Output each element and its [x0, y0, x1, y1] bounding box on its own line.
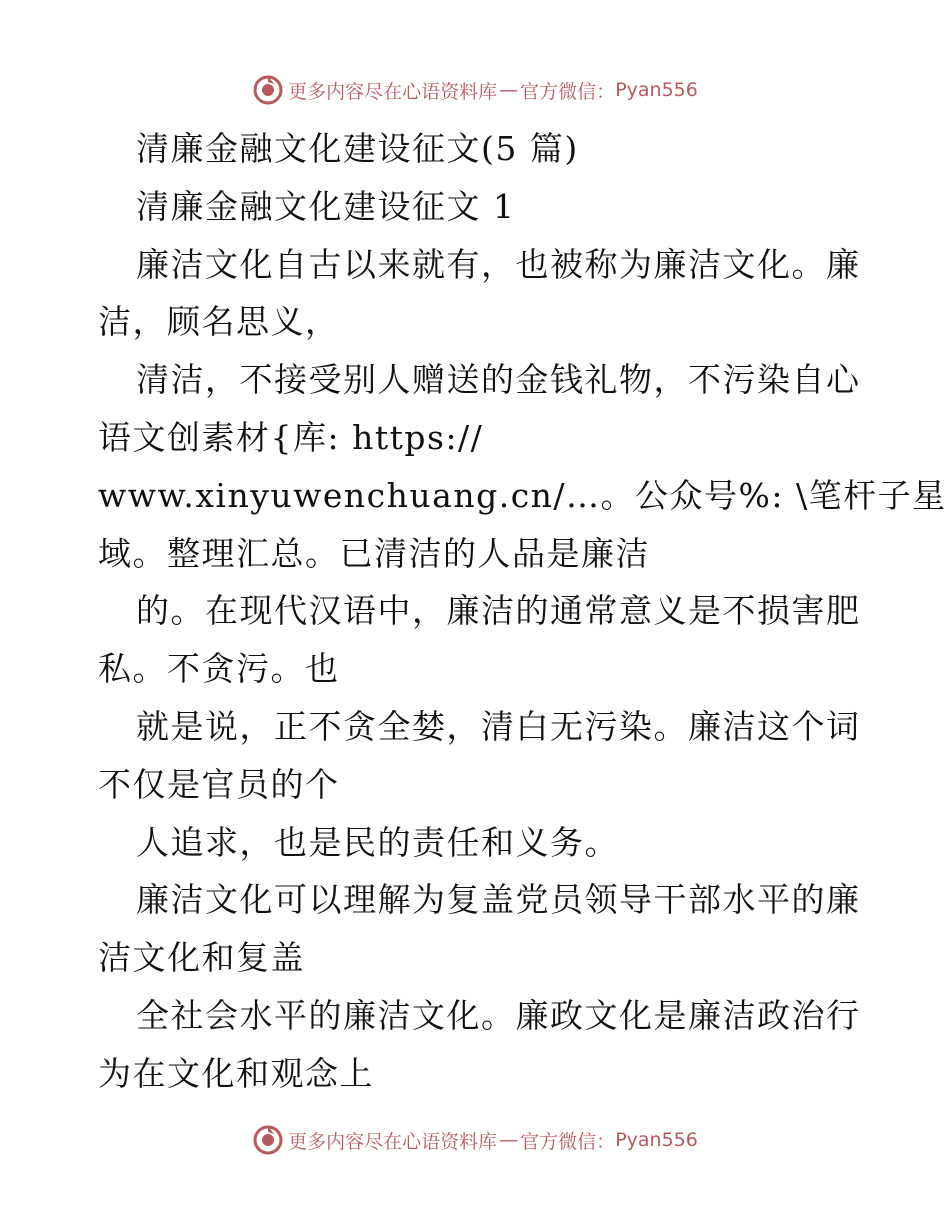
header-banner: [0, 70, 950, 110]
text-line: 不仅是官员的个: [98, 764, 340, 804]
text-line: 清洁，不接受别人赠送的金钱礼物，不污染自心: [136, 360, 861, 400]
text-line: 洁文化和复盖: [98, 938, 305, 978]
text-line: 廉洁文化可以理解为复盖党员领导干部水平的廉: [136, 880, 861, 920]
text-line: 为在文化和观念上: [98, 1053, 374, 1093]
text-line: 域。整理汇总。已清洁的人品是廉洁: [98, 533, 650, 573]
text-line: 全社会水平的廉洁文化。廉政文化是廉洁政治行: [136, 995, 861, 1035]
brand-logo-icon: [252, 1124, 284, 1156]
document-title: 清廉金融文化建设征文(5 篇): [136, 129, 579, 168]
banner-text: 更多内容尽在心语资料库: [288, 1130, 498, 1153]
brand-logo-icon: [252, 74, 284, 106]
banner-wechat-id: Pyan556: [615, 1129, 698, 1151]
text-line: 的。在现代汉语中，廉洁的通常意义是不损害肥: [136, 591, 861, 631]
banner-text: 更多内容尽在心语资料库: [288, 80, 498, 103]
footer-banner: [0, 1120, 950, 1160]
text-line: www.xinyuwenchuang.cn/…。公众号%: \笔杆子星: [98, 475, 947, 515]
banner-separator: —: [499, 1129, 519, 1151]
document-body: [98, 120, 947, 1103]
text-line: 廉洁文化自古以来就有，也被称为廉洁文化。廉: [136, 244, 861, 284]
text-line: 洁，顾名思义，: [98, 302, 340, 342]
banner-separator: —: [499, 79, 519, 101]
section-heading: 清廉金融文化建设征文 1: [136, 186, 516, 226]
banner-wechat-id: Pyan556: [615, 79, 698, 101]
text-line: 就是说，正不贪全婪，清白无污染。廉洁这个词: [136, 706, 861, 746]
banner-wechat-label: 官方微信：: [520, 80, 616, 103]
text-line: 语文创素材{库: https://: [98, 417, 484, 457]
banner-wechat-label: 官方微信：: [520, 1130, 616, 1153]
text-line: 人追求，也是民的责任和义务。: [136, 822, 619, 862]
text-line: 私。不贪污。也: [98, 649, 340, 689]
